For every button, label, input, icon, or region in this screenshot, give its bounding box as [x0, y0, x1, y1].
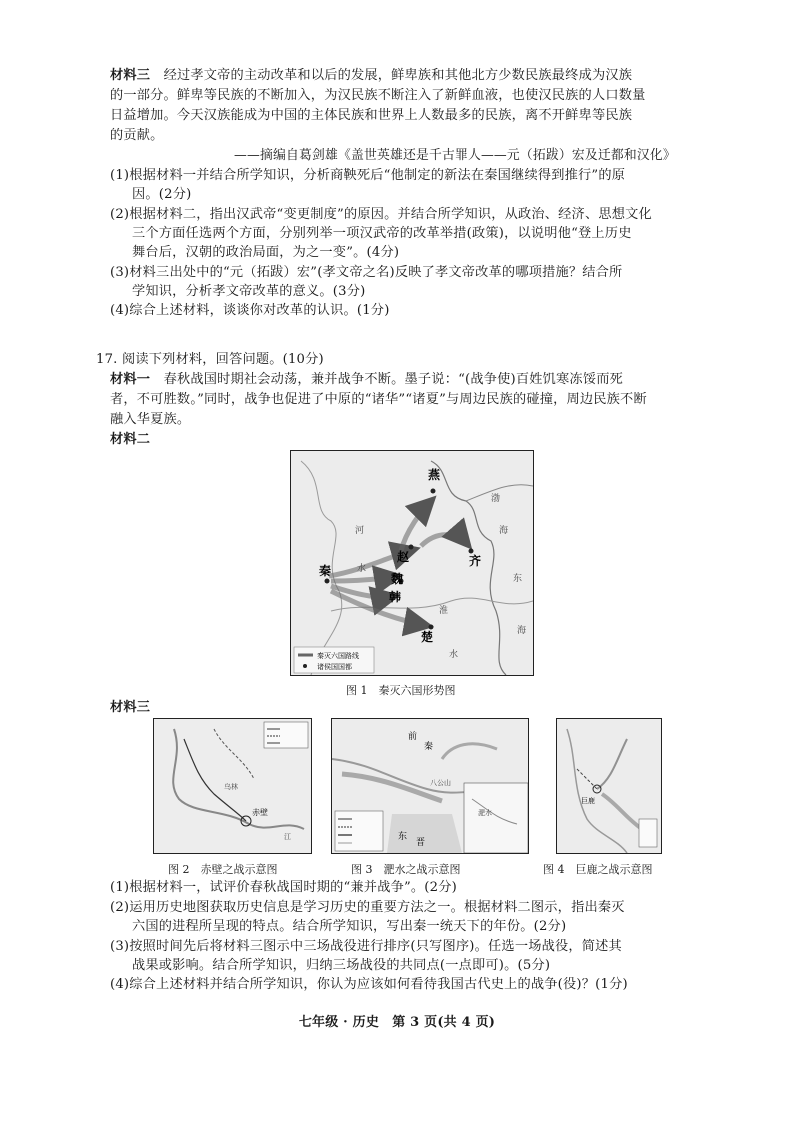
- map-label-hai2: 海: [517, 626, 527, 636]
- figure2-caption: 图 2 赤壁之战示意图: [168, 863, 278, 876]
- state-label-wei: 魏: [391, 572, 404, 586]
- julu-label: 巨鹿: [581, 797, 595, 805]
- q16-sub1-line1: (1)根据材料一并结合所学知识，分析商鞅死后“他制定的新法在秦国继续得到推行”的原: [110, 168, 626, 183]
- q17-material1-line1: 材料一 春秋战国时期社会动荡，兼并战争不断。墨子说：“(战争使)百姓饥寒冻馁而死: [110, 372, 623, 387]
- feishui-legend: [335, 811, 383, 851]
- map-feishui: [331, 718, 529, 854]
- q16-material3-line3: 日益增加。今天汉族能成为中国的主体民族和世界上人数最多的民族，离不开鲜卑等民族: [110, 108, 633, 123]
- state-label-yan: 燕: [428, 468, 441, 482]
- capital-zhao: [409, 545, 414, 550]
- chibi-legend: [264, 722, 308, 748]
- map-label-huai: 淮: [439, 606, 449, 616]
- q17-sub2-line1: (2)运用历史地图获取历史信息是学习历史的重要方法之一。根据材料二图示，指出秦灭: [110, 900, 625, 915]
- state-label-zhao: 赵: [397, 550, 410, 564]
- map-julu: [556, 718, 662, 854]
- q16-material3-line4: 的贡献。: [110, 128, 164, 143]
- figure1-caption: 图 1 秦灭六国形势图: [346, 684, 456, 697]
- q16-sub2-line1: (2)根据材料二，指出汉武帝“变更制度”的原因。并结合所学知识，从政治、经济、思想文化: [110, 207, 652, 222]
- capital-qi: [469, 549, 474, 554]
- q16-sub2-line3: 舞台后，汉朝的政治局面，为之一变”。(4分): [132, 245, 400, 260]
- state-label-qi: 齐: [469, 554, 482, 568]
- q17-title: 17. 阅读下列材料，回答问题。(10分): [96, 352, 324, 367]
- capital-yan: [431, 489, 436, 494]
- map-label-shui: 水: [357, 564, 367, 574]
- q16-sub4: (4)综合上述材料，谈谈你对改革的认识。(1分): [110, 303, 390, 318]
- legend-route-label: 秦灭六国路线: [317, 652, 359, 660]
- julu-legend: [639, 819, 657, 847]
- feishui-label-river: 淝水: [478, 809, 492, 817]
- q16-material3-line1: 材料三 经过孝文帝的主动改革和以后的发展，鲜卑族和其他北方少数民族最终成为汉族: [110, 68, 633, 83]
- q17-sub4: (4)综合上述材料并结合所学知识，你认为应该如何看待我国古代史上的战争(役)？(1分): [110, 977, 628, 992]
- legend-capital-swatch: [303, 664, 307, 668]
- map-chibi: [153, 718, 312, 854]
- feishui-inset: [464, 783, 528, 853]
- q17-material1-line2: 者，不可胜数。”同时，战争也促进了中原的“诸华”“诸夏”与周边民族的碰撞，周边民族不断: [110, 392, 647, 407]
- map-label-he: 河: [355, 526, 365, 536]
- q16-material3-label: 材料三: [110, 68, 151, 83]
- capital-qin: [325, 579, 330, 584]
- q16-sub3-line1: (3)材料三出处中的“元（拓跋）宏”(孝文帝之名)反映了孝文帝改革的哪项措施？结合所: [110, 265, 623, 280]
- q17-material1-line3: 融入华夏族。: [110, 412, 191, 427]
- q17-sub3-line2: 战果或影响。结合所学知识，归纳三场战役的共同点(一点即可)。(5分): [132, 958, 551, 973]
- jiang-label: 江: [284, 833, 291, 841]
- q16-source: ——摘编自葛剑雄《盖世英雄还是千古罪人——元（拓跋）宏及迁都和汉化》: [234, 148, 676, 163]
- q16-sub3-line2: 学知识，分析孝文帝改革的意义。(3分): [132, 284, 366, 299]
- state-label-qin: 秦: [319, 564, 332, 578]
- state-label-han: 韩: [389, 590, 402, 604]
- map-label-shui2: 水: [449, 650, 459, 660]
- map-label-bo: 渤: [491, 494, 501, 504]
- feishui-label-dong: 东: [398, 832, 408, 842]
- map-qin-conquest: [290, 450, 534, 676]
- wulin-label: 乌林: [224, 783, 238, 791]
- chibi-label: 赤壁: [252, 808, 268, 817]
- q16-sub2-line2: 三个方面任选两个方面，分别列举一项汉武帝的改革举措(政策)，以说明他“登上历史: [132, 226, 632, 241]
- figure3-caption: 图 3 淝水之战示意图: [351, 863, 461, 876]
- feishui-label-bagongshan: 八公山: [430, 779, 451, 787]
- map-label-dong: 东: [513, 574, 523, 584]
- feishui-label-jin: 晋: [416, 838, 426, 848]
- q16-material3-line2: 的一部分。鲜卑等民族的不断加入，为汉民族不断注入了新鲜血液，也使汉民族的人口数量: [110, 88, 646, 103]
- q16-sub1-line2: 因。(2分): [132, 187, 192, 202]
- figure4-caption: 图 4 巨鹿之战示意图: [543, 863, 653, 876]
- q17-sub1: (1)根据材料一，试评价春秋战国时期的“兼并战争”。(2分): [110, 880, 457, 895]
- page-footer: 七年级 · 历史 第 3 页(共 4 页): [298, 1015, 496, 1030]
- q17-sub3-line1: (3)按照时间先后将材料三图示中三场战役进行排序(只写图序)。任选一场战役，简述其: [110, 939, 622, 954]
- q17-material3-label: 材料三: [110, 700, 151, 715]
- map-label-hai: 海: [499, 526, 509, 536]
- feishui-label-qin: 秦: [424, 742, 434, 752]
- q17-material2-label: 材料二: [110, 432, 151, 447]
- map-qin-conquest-svg: [291, 451, 533, 675]
- state-label-chu: 楚: [421, 630, 434, 644]
- q17-material1-label: 材料一: [110, 372, 151, 387]
- q17-sub2-line2: 六国的进程所呈现的特点。结合所学知识，写出秦一统天下的年份。(2分): [132, 919, 567, 934]
- capital-chu: [429, 625, 434, 630]
- legend-capital-label: 诸侯国国都: [317, 663, 352, 671]
- feishui-label-qian: 前: [408, 732, 418, 742]
